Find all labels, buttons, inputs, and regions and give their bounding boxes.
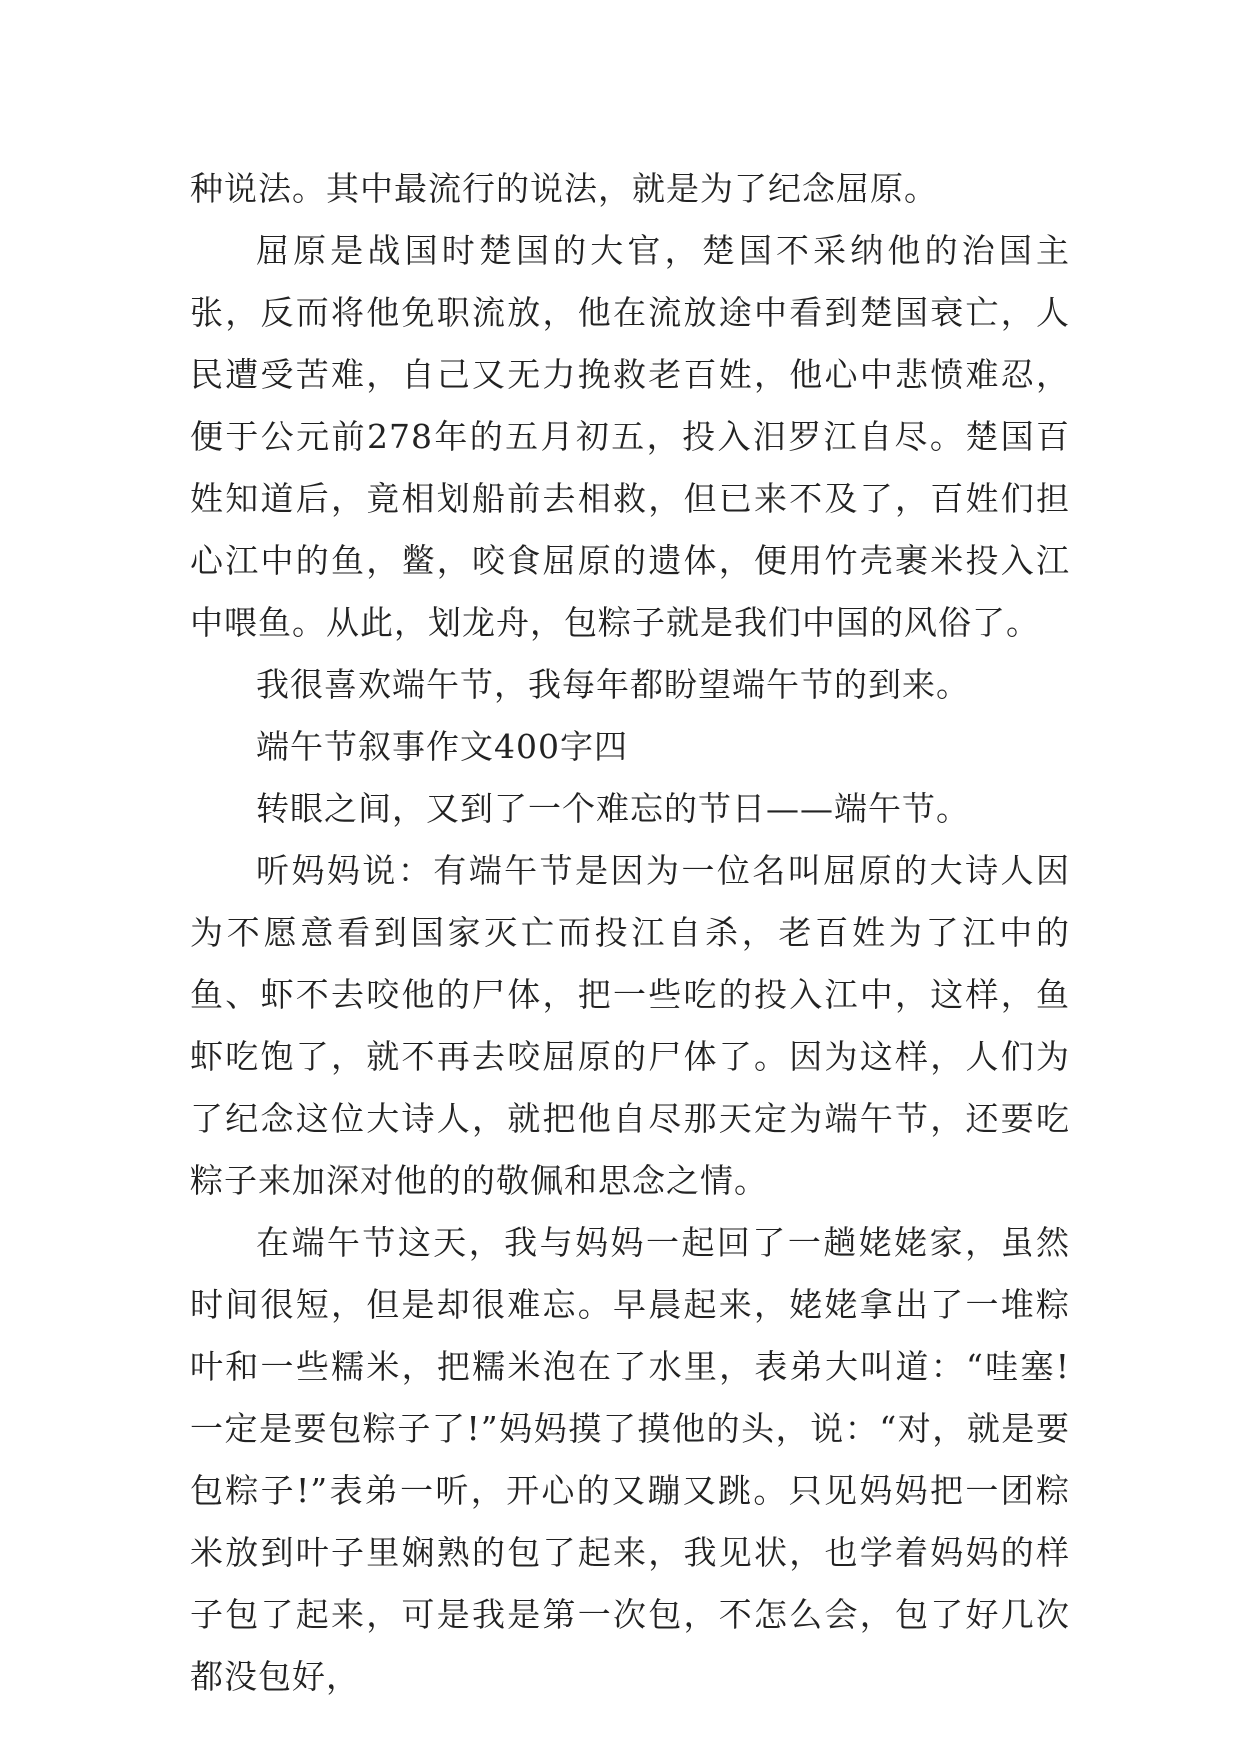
paragraph-5: 听妈妈说：有端午节是因为一位名叫屈原的大诗人因为不愿意看到国家灭亡而投江自杀，老百姓为了江中的鱼、虾不去咬他的尸体，把一些吃的投入江中，这样，鱼虾吃饱了，就不再去咬屈原的尸体了。因为这样，人们为了纪念这位大诗人，就把他自尽那天定为端午节，还要吃粽子来加深对他的的敬佩和思念之情。 (190, 851, 1070, 1200)
paragraph-4: 转眼之间，又到了一个难忘的节日——端午节。 (256, 789, 970, 828)
paragraph-6: 在端午节这天，我与妈妈一起回了一趟姥姥家，虽然时间很短，但是却很难忘。早晨起来，姥姥拿出了一堆粽叶和一些糯米，把糯米泡在了水里，表弟大叫道：“哇塞!一定是要包粽子了!”妈妈摸了摸他的头，说：“对，就是要包粽子!”表弟一听，开心的又蹦又跳。只见妈妈把一团粽米放到叶子里娴熟的包了起来，我见状，也学着妈妈的样子包了起来，可是我是第一次包，不怎么会，包了好几次都没包好， (190, 1223, 1070, 1696)
paragraph-3: 我很喜欢端午节，我每年都盼望端午节的到来。 (256, 665, 970, 704)
document-body (190, 158, 1070, 1708)
paragraph-1: 种说法。其中最流行的说法，就是为了纪念屈原。 (190, 169, 938, 208)
paragraph-2: 屈原是战国时楚国的大官，楚国不采纳他的治国主张，反而将他免职流放，他在流放途中看到楚国衰亡，人民遭受苦难，自己又无力挽救老百姓，他心中悲愤难忍，便于公元前278年的五月初五，投入汨罗江自尽。楚国百姓知道后，竟相划船前去相救，但已来不及了，百姓们担心江中的鱼，鳖，咬食屈原的遗体，便用竹壳裹米投入江中喂鱼。从此，划龙舟，包粽子就是我们中国的风俗了。 (190, 231, 1070, 642)
section-heading: 端午节叙事作文400字四 (256, 727, 628, 766)
